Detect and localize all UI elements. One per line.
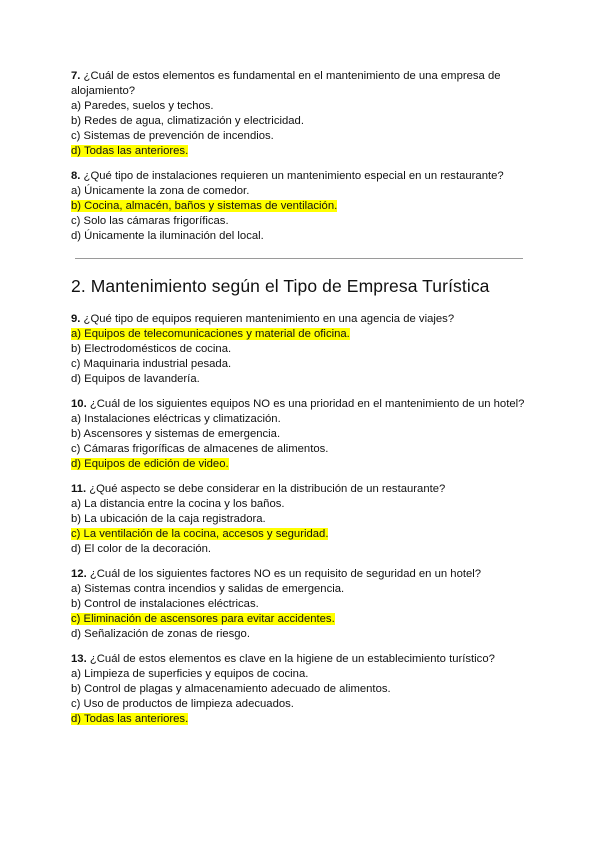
question-text xyxy=(71,312,531,327)
answer-text: a) La distancia entre la cocina y los baños. xyxy=(71,498,285,510)
question-list-before xyxy=(71,69,531,244)
answer-option xyxy=(71,612,531,627)
answer-text: b) Redes de agua, climatización y electricidad. xyxy=(71,115,304,127)
highlighted-answer: c) Eliminación de ascensores para evitar accidentes. xyxy=(71,613,335,625)
answer-option xyxy=(71,697,531,712)
answer-option xyxy=(71,457,531,472)
question-number: 13. xyxy=(71,653,87,665)
answer-option xyxy=(71,214,531,229)
question-number: 9. xyxy=(71,313,81,325)
section-divider xyxy=(75,258,523,259)
question-block xyxy=(71,312,531,387)
question-prompt: ¿Cuál de los siguientes equipos NO es una prioridad en el mantenimiento de un hotel? xyxy=(86,398,525,410)
answer-text: b) La ubicación de la caja registradora. xyxy=(71,513,266,525)
question-block xyxy=(71,652,531,727)
question-number: 7. xyxy=(71,70,81,82)
highlighted-answer: c) La ventilación de la cocina, accesos y seguridad. xyxy=(71,528,329,540)
answer-option xyxy=(71,199,531,214)
question-block xyxy=(71,482,531,557)
question-prompt: ¿Qué tipo de equipos requieren mantenimiento en una agencia de viajes? xyxy=(80,313,455,325)
answer-option xyxy=(71,627,531,642)
answer-option xyxy=(71,342,531,357)
question-number: 11. xyxy=(71,483,87,495)
answer-option xyxy=(71,682,531,697)
answer-option xyxy=(71,582,531,597)
answer-option xyxy=(71,129,531,144)
question-list-after xyxy=(71,312,531,727)
question-prompt: ¿Cuál de los siguientes factores NO es un requisito de seguridad en un hotel? xyxy=(86,568,482,580)
question-text xyxy=(71,397,531,412)
question-text xyxy=(71,567,531,582)
answer-text: d) El color de la decoración. xyxy=(71,543,212,555)
answer-option xyxy=(71,412,531,427)
highlighted-answer: a) Equipos de telecomunicaciones y material de oficina. xyxy=(71,328,350,340)
answer-option xyxy=(71,229,531,244)
answer-text: a) Únicamente la zona de comedor. xyxy=(71,185,250,197)
answer-option xyxy=(71,712,531,727)
question-text xyxy=(71,482,531,497)
question-prompt: ¿Cuál de estos elementos es clave en la higiene de un establecimiento turístico? xyxy=(86,653,495,665)
question-block xyxy=(71,69,531,159)
question-number: 8. xyxy=(71,170,81,182)
question-text xyxy=(71,69,531,99)
question-number: 10. xyxy=(71,398,87,410)
answer-option xyxy=(71,327,531,342)
answer-text: c) Sistemas de prevención de incendios. xyxy=(71,130,274,142)
question-text xyxy=(71,169,531,184)
answer-text: c) Maquinaria industrial pesada. xyxy=(71,358,232,370)
answer-option xyxy=(71,427,531,442)
document-page xyxy=(71,69,531,737)
answer-option xyxy=(71,372,531,387)
highlighted-answer: b) Cocina, almacén, baños y sistemas de ventilación. xyxy=(71,200,338,212)
answer-option xyxy=(71,527,531,542)
question-prompt: ¿Qué aspecto se debe considerar en la distribución de un restaurante? xyxy=(86,483,446,495)
answer-option xyxy=(71,114,531,129)
answer-option xyxy=(71,512,531,527)
answer-text: b) Ascensores y sistemas de emergencia. xyxy=(71,428,281,440)
answer-text: c) Cámaras frigoríficas de almacenes de alimentos. xyxy=(71,443,329,455)
question-prompt: ¿Qué tipo de instalaciones requieren un mantenimiento especial en un restaurante? xyxy=(80,170,504,182)
section-title: 2. Mantenimiento según el Tipo de Empresa Turística xyxy=(71,276,490,296)
question-block xyxy=(71,397,531,472)
answer-option xyxy=(71,542,531,557)
answer-text: b) Control de plagas y almacenamiento adecuado de alimentos. xyxy=(71,683,391,695)
question-text xyxy=(71,652,531,667)
highlighted-answer: d) Todas las anteriores. xyxy=(71,145,189,157)
answer-text: d) Equipos de lavandería. xyxy=(71,373,200,385)
answer-option xyxy=(71,357,531,372)
highlighted-answer: d) Todas las anteriores. xyxy=(71,713,189,725)
answer-text: a) Paredes, suelos y techos. xyxy=(71,100,214,112)
answer-text: b) Electrodomésticos de cocina. xyxy=(71,343,232,355)
answer-text: d) Señalización de zonas de riesgo. xyxy=(71,628,250,640)
answer-option xyxy=(71,442,531,457)
answer-option xyxy=(71,99,531,114)
answer-text: d) Únicamente la iluminación del local. xyxy=(71,230,264,242)
answer-option xyxy=(71,497,531,512)
answer-text: c) Uso de productos de limpieza adecuados. xyxy=(71,698,294,710)
answer-text: a) Sistemas contra incendios y salidas de emergencia. xyxy=(71,583,345,595)
question-prompt: ¿Cuál de estos elementos es fundamental en el mantenimiento de una empresa de alojamiento? xyxy=(71,70,501,97)
answer-option xyxy=(71,144,531,159)
answer-text: c) Solo las cámaras frigoríficas. xyxy=(71,215,229,227)
answer-text: b) Control de instalaciones eléctricas. xyxy=(71,598,259,610)
answer-text: a) Instalaciones eléctricas y climatización. xyxy=(71,413,281,425)
question-block xyxy=(71,567,531,642)
answer-option xyxy=(71,184,531,199)
answer-text: a) Limpieza de superficies y equipos de cocina. xyxy=(71,668,309,680)
question-block xyxy=(71,169,531,244)
highlighted-answer: d) Equipos de edición de video. xyxy=(71,458,229,470)
answer-option xyxy=(71,667,531,682)
question-number: 12. xyxy=(71,568,87,580)
answer-option xyxy=(71,597,531,612)
